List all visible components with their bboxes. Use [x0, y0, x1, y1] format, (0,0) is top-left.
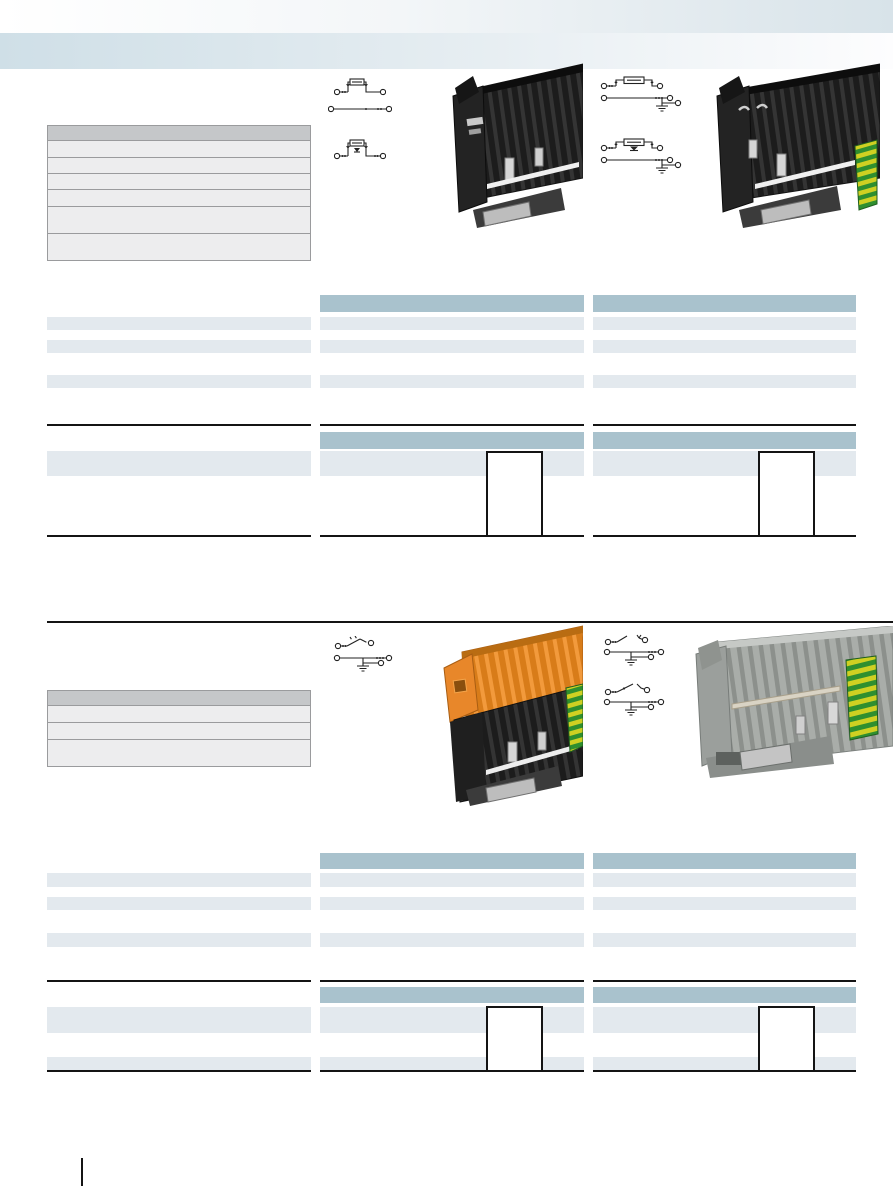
table-header-bar	[320, 987, 584, 1003]
table-header-bar	[593, 432, 856, 449]
ground-stripe	[846, 656, 878, 740]
table-row	[593, 897, 856, 910]
product-photo-black-fuse-terminal	[443, 62, 583, 232]
table-row	[47, 933, 311, 947]
table-row	[593, 375, 856, 388]
spec-row	[48, 157, 310, 173]
table-row	[320, 340, 584, 353]
table-row	[593, 1057, 856, 1070]
order-qty-box	[758, 451, 815, 537]
spec-row	[48, 233, 310, 260]
table-row	[320, 873, 584, 887]
spec-row	[48, 173, 310, 189]
table-header-bar	[593, 987, 856, 1003]
table-row	[320, 317, 584, 330]
product-photo-black-fuse-terminal-ground	[705, 62, 880, 232]
ground-symbol	[625, 707, 637, 715]
table-row	[47, 451, 311, 476]
rule-line	[593, 535, 856, 537]
rule-line	[47, 424, 311, 426]
table-header-bar	[593, 853, 856, 869]
table-row	[47, 1057, 311, 1070]
ground-symbol	[656, 165, 668, 173]
fuse-bridge-circuit-icon	[334, 75, 386, 98]
table-header-bar	[320, 432, 584, 449]
table-row	[593, 340, 856, 353]
spec-row	[48, 189, 310, 206]
disconnect-ground-circuit-icon-b	[603, 682, 667, 722]
header-band-top	[0, 0, 893, 33]
fuse-ground-circuit-icon	[600, 76, 692, 116]
table-row	[593, 933, 856, 947]
spec-row	[48, 206, 310, 233]
table-row	[47, 317, 311, 330]
table-row	[47, 375, 311, 388]
ground-symbol	[625, 657, 637, 665]
table-row	[593, 451, 856, 476]
table-row	[47, 1007, 311, 1033]
spec-table-1	[47, 125, 311, 261]
spec-row	[48, 705, 310, 722]
rule-line	[47, 980, 311, 982]
table-row	[320, 1057, 584, 1070]
spec-table-2	[47, 690, 311, 767]
spec-row	[48, 739, 310, 766]
rule-line	[47, 1070, 311, 1072]
rule-line	[593, 1070, 856, 1072]
order-qty-box	[486, 451, 543, 537]
table-row	[47, 873, 311, 887]
table-row	[593, 1007, 856, 1033]
table-row	[320, 451, 584, 476]
fuse-led-circuit-icon	[334, 136, 386, 162]
table-row	[320, 933, 584, 947]
rule-line	[320, 1070, 584, 1072]
fuse-led-ground-circuit-icon	[600, 138, 692, 178]
rule-line	[320, 535, 584, 537]
product-photo-gray-terminal-ground	[678, 626, 893, 778]
section-divider-line	[47, 621, 893, 623]
ground-symbol	[656, 103, 668, 111]
table-row	[320, 1007, 584, 1033]
rule-line	[593, 980, 856, 982]
spec-row	[48, 722, 310, 739]
disconnect-ground-circuit-icon-a	[603, 634, 667, 672]
order-qty-box	[758, 1006, 815, 1072]
ground-stripe	[855, 140, 877, 210]
product-photo-orange-disconnect-terminal	[438, 624, 583, 808]
rule-line	[593, 424, 856, 426]
rule-line	[320, 424, 584, 426]
table-header-bar	[593, 295, 856, 312]
footer-page-number-divider	[81, 1158, 83, 1186]
table-row	[320, 897, 584, 910]
spec-table-header	[48, 126, 310, 140]
rule-line	[47, 535, 311, 537]
table-row	[593, 873, 856, 887]
ground-symbol	[357, 663, 369, 671]
table-header-bar	[320, 853, 584, 869]
table-row	[320, 375, 584, 388]
disconnect-ground-circuit-icon	[333, 636, 397, 678]
table-row	[593, 317, 856, 330]
feed-through-circuit-icon	[328, 103, 392, 115]
table-row	[47, 897, 311, 910]
order-qty-box	[486, 1006, 543, 1072]
table-header-bar	[320, 295, 584, 312]
spec-table-header	[48, 691, 310, 705]
spec-row	[48, 140, 310, 157]
rule-line	[320, 980, 584, 982]
table-row	[47, 340, 311, 353]
